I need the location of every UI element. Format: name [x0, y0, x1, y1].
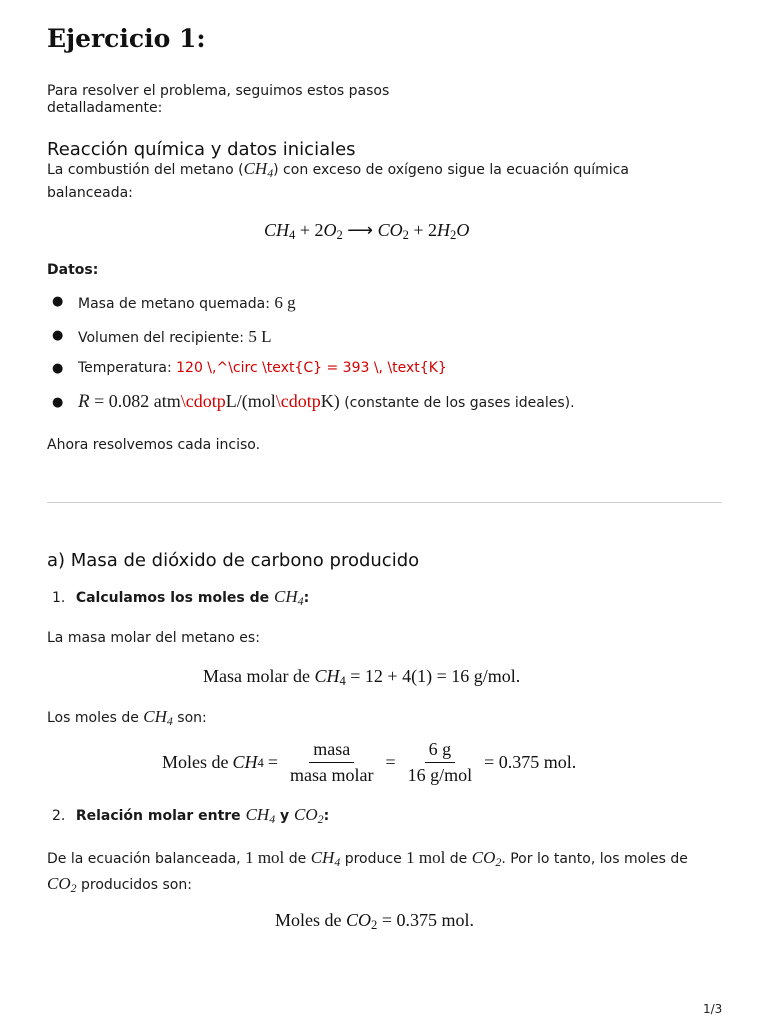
- masa-molar-equation: Masa molar de $CH_4 = 12 + 4(1) = 16$ g/mol.: [203, 666, 521, 689]
- page-number: 1/3: [703, 1002, 723, 1016]
- dato-volumen: Volumen del recipiente: 5 L: [78, 327, 272, 346]
- bullet-dot: ●: [52, 328, 64, 343]
- step-2: 2. Relación molar entre $CH_4$ y $CO_2$:: [52, 805, 330, 826]
- relacion-text-line2: $CO_2$ producidos son:: [47, 874, 192, 895]
- combustion-text-b: ) con exceso de oxígeno sigue la ecuación química: [273, 162, 629, 178]
- combustion-text-a: La combustión del metano (: [47, 162, 244, 178]
- page-title: Ejercicio 1:: [47, 24, 206, 53]
- step-1: 1. Calculamos los moles de $CH_4$:: [52, 587, 310, 608]
- section-heading-a: a) Masa de dióxido de carbono producido: [47, 550, 420, 571]
- moles-intro: Los moles de $CH_4$ son:: [47, 707, 207, 728]
- fraction-values: $\frac{6 g}{\text{16 g/mol}}$: [407, 739, 473, 785]
- relacion-text: De la ecuación balanceada, 1 mol de $CH_4$ produce 1 mol de $CO_2$. Por lo tanto, los moles de: [47, 848, 688, 869]
- moles-co2-equation: Moles de $CO_2 = 0.375$ mol.: [275, 910, 474, 933]
- bullet-dot: ●: [52, 361, 64, 376]
- section-divider: [47, 502, 722, 503]
- combustion-text-line2: balanceada:: [47, 185, 133, 201]
- intro-line-2: detalladamente:: [47, 100, 163, 116]
- bullet-dot: ●: [52, 294, 64, 309]
- bullet-dot: ●: [52, 395, 64, 410]
- section-heading-reaccion: Reacción química y datos iniciales: [47, 139, 356, 160]
- latex-error-cdotp: \cdotp: [180, 391, 226, 411]
- latex-error-temperatura: 120 \,^\circ \text{C} = 393 \, \text{K}: [176, 360, 447, 376]
- combustion-text: [47, 159, 629, 179]
- masa-molar-intro: La masa molar del metano es:: [47, 630, 260, 646]
- intro-line-1: Para resolver el problema, seguimos estos pasos: [47, 83, 390, 99]
- ahora-text: Ahora resolvemos cada inciso.: [47, 437, 261, 453]
- dato-masa: Masa de metano quemada: 6 g: [78, 293, 296, 312]
- latex-error-cdotp: \cdotp: [275, 391, 321, 411]
- math-ch4: $CH_4$: [243, 159, 274, 180]
- moles-equation: Moles de CH 4 = $\frac{\text{masa}}{\text{masa molar}}$ = $\frac{6 g}{\text{16 g/mol}}$ = 0.375 mol.: [162, 739, 577, 785]
- fraction-masa: $\frac{\text{masa}}{\text{masa molar}}$: [289, 739, 374, 785]
- datos-label: Datos:: [47, 262, 99, 278]
- dato-constante-r: R = 0.082 atm\cdotpL/(mol\cdotpK) (constante de los gases ideales).: [78, 391, 575, 412]
- dato-temperatura: Temperatura: 120 \,^\circ \text{C} = 393 \, \text{K}: [78, 360, 447, 376]
- balanced-equation: $CH_4 + 2O_2$ ⟶ $CO_2 + 2H_2O$: [264, 220, 470, 243]
